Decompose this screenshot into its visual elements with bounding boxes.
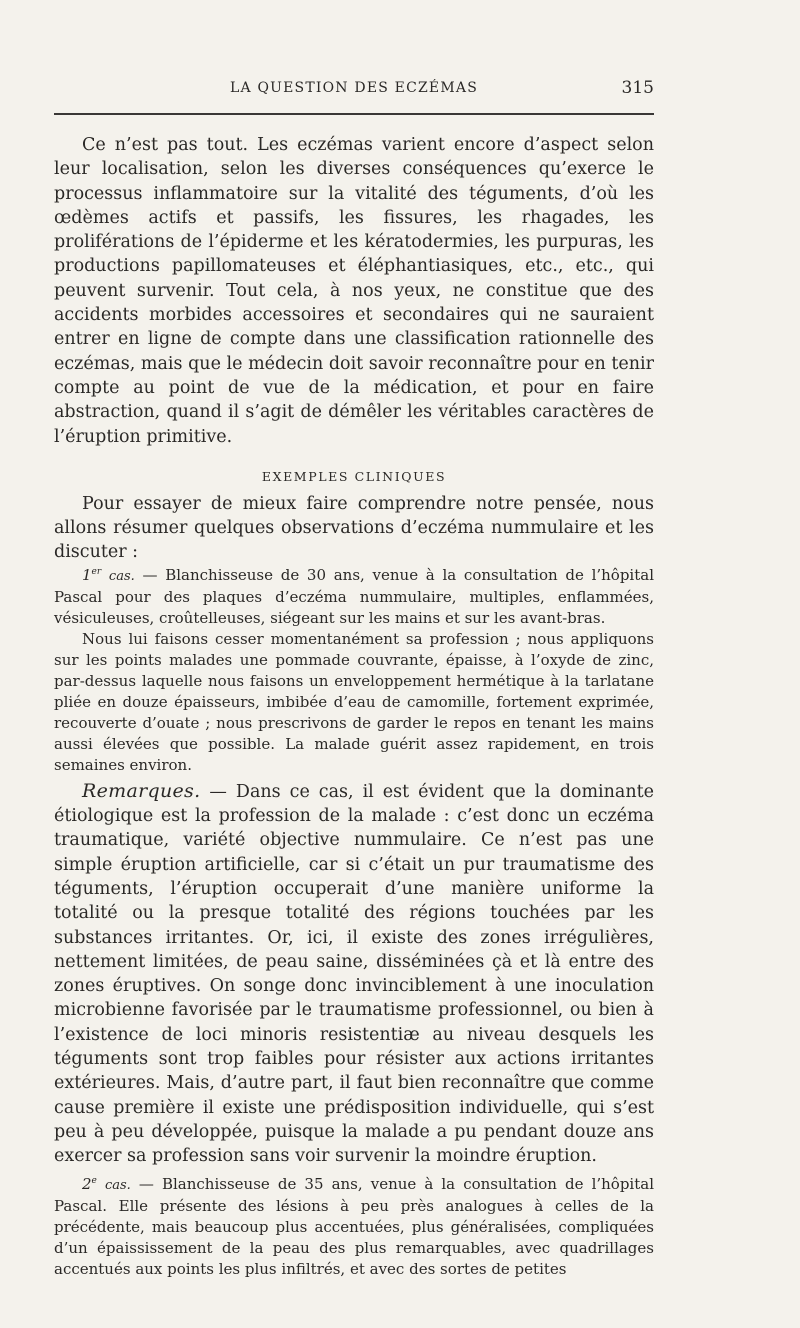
case-2-text: — Blanchisseuse de 35 ans, venue à la consultation de l’hôpital Pascal. Elle présente des lésions à peu près analogues à celles de la précédente, mais beaucoup plus accentuées, plus généralisées, compliquées d’un épaississement de la peau des plus remarquables, avec quadrillages accentués aux points les plus infiltrés, et avec des sortes de petites [54,1174,654,1278]
page-header [54,78,654,102]
case-2-label: cas. [104,1177,131,1193]
case-1-number: 1 [82,565,92,584]
remarks-paragraph [54,779,654,1169]
case-2-superscript: e [91,1175,97,1186]
section-heading: EXEMPLES CLINIQUES [261,468,447,484]
remarks-text: — Dans ce cas, il est évident que la dominante étiologique est la profession de la malade : c’est donc un eczéma traumatique, variété objective nummulaire. Ce n’est pas une simple éruption artificielle, car si c’était un pur traumatisme des téguments, l’éruption occuperait d’une manière uniforme la totalité ou la presque totalité des régions touchées par les substances irritantes. Or, ici, il existe des zones irrégulières, nettement limitées, de peau saine, disséminées çà et là entre des zones éruptives. On songe donc invinciblement à une inoculation microbienne favorisée par le traumatisme professionnel, ou bien à l’existence de loci minoris resistentiæ au niveau desquels les téguments sont trop faibles pour résister aux actions irritantes extérieures. Mais, d’autre part, il faut bien reconnaître que comme cause première il existe une prédisposition individuelle, qui s’est peu à peu développée, puisque la malade a pu pendant douze ans exercer sa profession sans voir survenir la moindre éruption. [54,781,654,1167]
case-1-superscript: er [91,566,102,577]
intro-paragraph: Ce n’est pas tout. Les eczémas varient encore d’aspect selon leur localisation, selon les diverses conséquences qu’exerce le processus inflammatoire sur la vitalité des téguments, d’où les œdèmes actifs et passifs, les fissures, les rhagades, les proliférations de l’épiderme et les kératodermies, les purpuras, les productions papillomateuses et éléphantiasiques, etc., etc., qui peuvent survenir. Tout cela, à nos yeux, ne constitue que des accidents morbides accessoires et secondaires qui ne sauraient entrer en ligne de compte dans une classification rationnelle des eczémas, mais que le médecin doit savoir reconnaître pour en tenir compte au point de vue de la médication, et pour en faire abstraction, quand il s’agit de démêler les véritables caractères de l’éruption primitive. [54,135,654,447]
case-2-number: 2 [82,1174,92,1193]
running-title: LA QUESTION DES ECZÉMAS [230,80,478,96]
case-1-text: — Blanchisseuse de 30 ans, venue à la consultation de l’hôpital Pascal pour des plaques d’eczéma nummulaire, multiples, enflammées, vésiculeuses, croûtelleuses, siégeant sur les mains et sur les avant-bras. [54,565,654,627]
header-rule [54,113,654,115]
case-1-paragraph [54,565,654,629]
case-2-paragraph [54,1174,654,1280]
page-body [54,133,654,1280]
case-1-treatment: Nous lui faisons cesser momentanément sa profession ; nous appliquons sur les points malades une pommade couvrante, épaisse, à l’oxyde de zinc, par-dessus laquelle nous faisons un enveloppement hermétique à la tarlatane pliée en douze épaisseurs, imbibée d’eau de camomille, fortement exprimée, recouverte d’ouate ; nous prescrivons de garder le repos en tenant les mains aussi élevées que possible. La malade guérit assez rapidement, en trois semaines environ. [54,629,654,774]
page-number: 315 [621,78,654,98]
case-1-label: cas. [108,568,135,584]
lead-paragraph: Pour essayer de mieux faire comprendre notre pensée, nous allons résumer quelques observations d’eczéma nummulaire et les discuter : [54,493,654,563]
remarks-label: Remarques. [82,779,201,802]
